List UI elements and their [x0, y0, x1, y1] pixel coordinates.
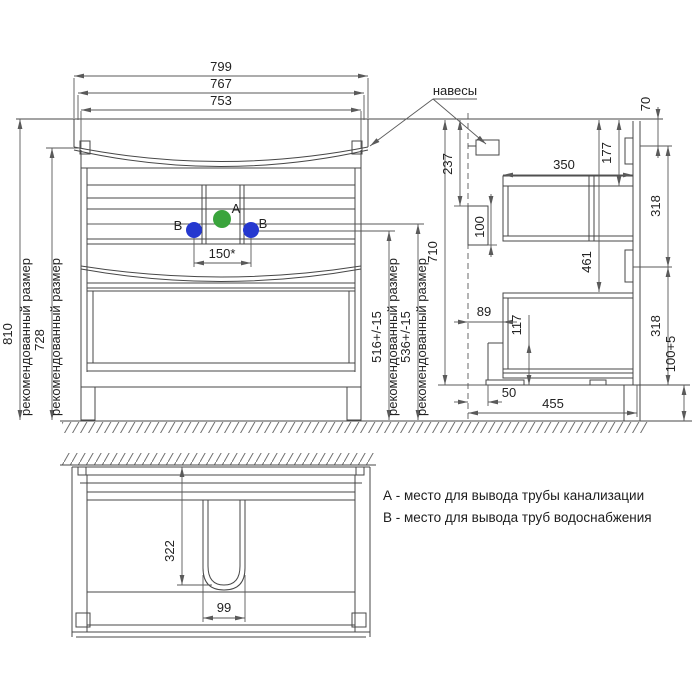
dim-body-width: 753 [210, 93, 232, 108]
dim-sink-width: 799 [210, 59, 232, 74]
side-view-dimensions [440, 97, 684, 421]
front-left-dimensions [0, 119, 80, 420]
dim-leg-offset: 50 [501, 385, 517, 400]
pipe-outlet-markers [174, 201, 268, 238]
plan-wall [60, 453, 376, 465]
outlet-a-label: А [231, 201, 241, 216]
legend-line-b: В - место для вывода труб водоснабжения [383, 510, 652, 525]
outlet-a-marker [213, 210, 231, 228]
dim-total-height-note: рекомендованный размер [18, 258, 33, 416]
dim-drawer-depth: 350 [553, 157, 575, 172]
dim-leg-height: 100+5 [663, 335, 678, 373]
dim-top-gap: 70 [638, 96, 653, 112]
legend [383, 488, 652, 525]
dim-depth: 455 [542, 396, 564, 411]
dim-upper-height: 318 [648, 195, 663, 217]
dim-total-height: 810 [0, 323, 15, 345]
front-view [0, 59, 663, 420]
dim-outlet-a-note: рекомендованный размер [414, 258, 429, 416]
outlet-b-label-right: В [258, 216, 268, 231]
outlet-spacing-dimension [194, 238, 251, 267]
dim-lower-height: 318 [648, 315, 663, 337]
dim-cutout-depth: 322 [162, 540, 177, 562]
hangers-callout [370, 83, 486, 146]
dim-zone-height: 100 [472, 216, 487, 238]
plan-view [60, 453, 376, 637]
dim-cutout-width: 99 [216, 600, 232, 615]
dim-outlet-spacing: 150* [208, 246, 236, 261]
ground [60, 421, 692, 433]
front-top-dimensions [74, 59, 368, 148]
hangers-label: навесы [432, 83, 478, 98]
front-right-dimensions [369, 120, 486, 420]
dim-outlet-b-note: рекомендованный размер [385, 258, 400, 416]
dim-outlet-a-height: 536+/-15 [398, 311, 413, 363]
dim-mid-height: 461 [579, 251, 594, 273]
outlet-b-label-left: В [173, 218, 183, 233]
dim-recess-height: 117 [509, 314, 524, 336]
legend-line-a: А - место для вывода трубы канализации [383, 488, 645, 503]
dim-wall-zone: 237 [440, 153, 455, 175]
dim-body-height: 710 [425, 241, 440, 263]
dim-front-top: 177 [599, 142, 614, 164]
dim-outlet-b-height: 516+/-15 [369, 311, 384, 363]
dim-hanger-height-note: рекомендованный размер [48, 258, 63, 416]
outlet-b-marker-left [186, 222, 202, 238]
dim-mid-width: 767 [210, 76, 232, 91]
dim-hanger-height: 728 [32, 329, 47, 351]
outlet-b-marker-right [243, 222, 259, 238]
dim-back-gap: 89 [476, 304, 492, 319]
